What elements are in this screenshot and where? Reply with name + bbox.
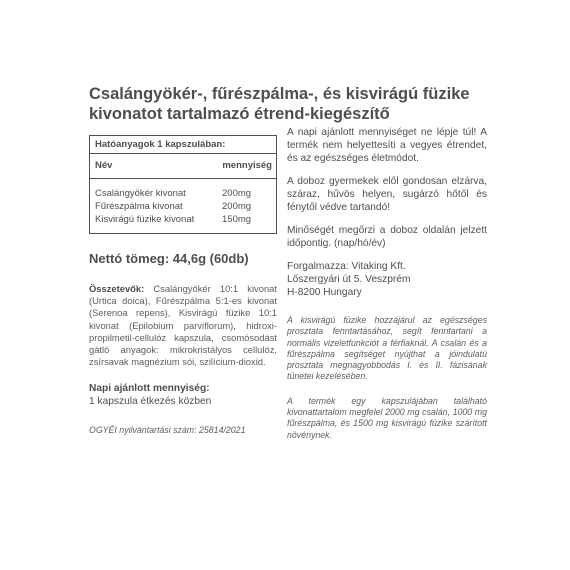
ingredient-name: Csalángyökér kivonat: [95, 188, 186, 199]
dose-title: Napi ajánlott mennyiség:: [89, 383, 210, 395]
distributor-address: [287, 260, 487, 299]
best-before: Minőségét megőrzi a doboz oldalán jelzett időpontig. (nap/hó/év): [287, 225, 487, 249]
left-column: [89, 135, 277, 435]
extract-equivalence-note: A termék egy kapszulájában található kivonattartalom megfelel 2000 mg csalán, 1000 mg fűrészpálma, és 1500 mg kisvirágú füzike szárított növénynek.: [287, 395, 487, 440]
column-name: Név: [95, 160, 113, 171]
registration-number: OGYÉI nyilvántartási szám: 25814/2021: [89, 425, 246, 436]
distributor-line: Lőszergyári út 5. Veszprém: [287, 274, 411, 285]
ingredients-table-header: Hatóanyagok 1 kapszulában:: [90, 136, 276, 154]
composition-label: Összetevők:: [89, 283, 145, 294]
table-row: [95, 213, 272, 226]
health-claim-note: A kisvirágú füzike hozzájárul az egészséges prosztata fenntartásához, segít fenntartani a normális vizeletfunkciót a férfiaknál. A csalán és a fűrészpálma segítséget nyújthat a jóindulatú prosztata megnagyobbodás I. és II. fázisának tünetei kezelésében.: [287, 315, 487, 382]
ingredient-amount: 200mg: [222, 201, 252, 212]
ingredient-name: Kisvirágú füzike kivonat: [95, 214, 195, 225]
ingredient-amount: 200mg: [222, 188, 252, 199]
storage-warning: A doboz gyermekek elől gondosan elzárva, száraz, hűvös helyen, sugárzó hőtől és fénytől védve tartandó!: [287, 176, 487, 213]
ingredients-table: [89, 135, 277, 234]
composition-text: Csalángyökér 10:1 kivonat (Urtica doica), Fűrészpálma 5:1-es kivonat (Serenoa repens), Kisvirágú füzike 10:1 kivonat (Epilobium parviflorum), hidroxi-propilmetil-cellulóz kapszula, csomósodást gátló anyagok: mikrokristályos cellulóz, zsírsavak magnézium sói, szilícium-dioxid.: [89, 283, 277, 368]
composition: [89, 283, 277, 368]
net-weight: Nettó tömeg: 44,6g (60db): [89, 251, 249, 266]
table-row: [95, 200, 272, 213]
ingredient-name: Fűrészpálma kivonat: [95, 201, 183, 212]
dose-text: 1 kapszula étkezés közben: [89, 396, 212, 408]
distributor-line: H-8200 Hungary: [287, 287, 362, 298]
right-column: [287, 126, 487, 441]
ingredients-column-headers: [90, 154, 276, 179]
ingredients-rows: [90, 179, 276, 233]
distributor-line: Forgalmazza: Vitaking Kft.: [287, 261, 406, 272]
ingredient-amount: 150mg: [222, 214, 252, 225]
product-title: Csalángyökér-, fűrészpálma-, és kisvirágú füzike kivonatot tartalmazó étrend-kiegészítő: [89, 85, 470, 123]
dosage-warning: A napi ajánlott mennyiséget ne lépje túl! A termék nem helyettesíti a vegyes étrendet, és az egészséges életmódot.: [287, 127, 487, 164]
column-amount: mennyiség: [222, 160, 272, 171]
table-row: [95, 187, 272, 200]
